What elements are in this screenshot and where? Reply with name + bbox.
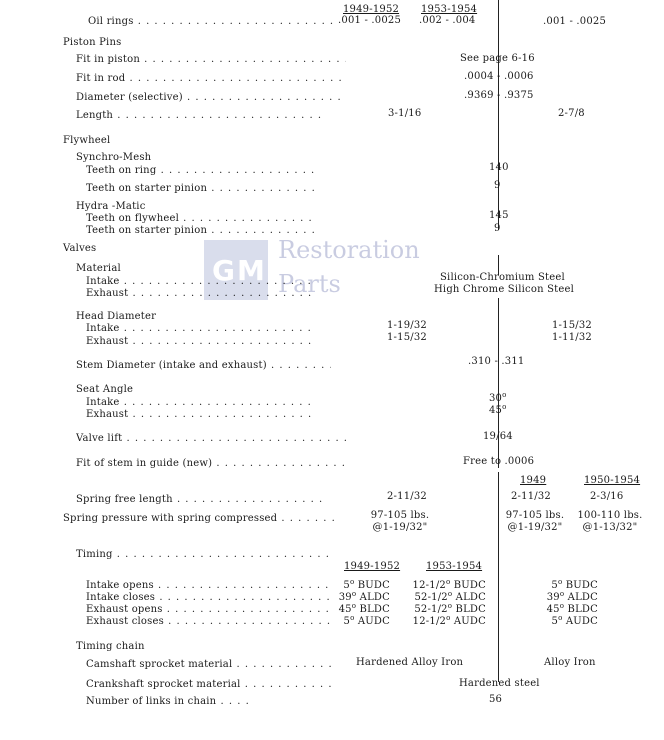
timing-1953-1954-value: 52-1/2$^o$ ALDC [414,590,486,603]
timing-col-header-1953-1954: 1953-1954 [426,561,483,572]
head-diameter-label: Head Diameter [76,311,157,322]
oil-rings-right: .001 - .0025 [543,16,607,27]
head-diameter-intake-left: 1-19/32 [387,320,427,331]
seat-angle-intake-label: Intake . . . [86,397,316,409]
oil-rings-label: Oil rings . . . [88,16,338,28]
timing-label: Timing . . . [76,549,334,561]
material-intake-label: Intake . . . [86,276,316,288]
col-header-1949: 1949 [520,475,547,486]
teeth-on-starter-pinion-label: Teeth on starter pinion . . . [86,183,316,195]
seat-angle-intake-value: 30$^o$ [489,391,507,404]
timing-row-label: Intake closes . . . [86,592,331,604]
spring-pressure-1950-1954-1: 100-110 lbs. [577,510,643,521]
number-of-links-label: Number of links in chain . . . [86,696,251,708]
oil-rings-col-a: .001 - .0025 [338,15,402,26]
timing-1949-1952-value: 5$^o$ BUDC [343,578,390,591]
crankshaft-sprocket-label: Crankshaft sprocket material . . . [86,679,336,691]
fit-in-rod-label: Fit in rod . . . [76,73,346,85]
teeth-on-ring-label: Teeth on ring . . . [86,165,316,177]
length-left: 3-1/16 [388,108,422,119]
stem-diameter-label: Stem Diameter (intake and exhaust) . . . [76,360,331,372]
spring-pressure-1949-2: @1-19/32" [507,522,563,533]
camshaft-sprocket-left: Hardened Alloy Iron [356,657,464,668]
head-diameter-exhaust-label: Exhaust . . . [86,336,316,348]
teeth-on-ring-value: 140 [489,162,509,173]
material-exhaust-label: Exhaust . . . [86,288,316,300]
spring-free-length-left: 2-11/32 [387,491,427,502]
timing-chain-label: Timing chain [76,641,145,652]
material-intake-value: Silicon-Chromium Steel [440,272,565,283]
synchro-mesh-label: Synchro-Mesh [76,152,152,163]
crankshaft-sprocket-value: Hardened steel [459,678,540,689]
stem-diameter-value: .310 - .311 [468,356,525,367]
spring-pressure-1950-1954-2: @1-13/32" [582,522,638,533]
teeth-on-starter-pinion-value: 9 [494,223,501,234]
column-divider [498,0,499,230]
timing-row-label: Exhaust closes . . . [86,616,331,628]
length-label: Length . . . [76,110,326,122]
timing-1953-1954-value: 52-1/2$^o$ BLDC [414,602,486,615]
valves-heading: Valves [63,243,97,254]
timing-1949-1952-value: 45$^o$ BLDC [338,602,390,615]
seat-angle-exhaust-value: 45$^o$ [489,403,507,416]
material-label: Material [76,263,121,274]
head-diameter-exhaust-left: 1-15/32 [387,332,427,343]
col-header-1953-1954: 1953-1954 [421,4,478,15]
timing-1953-1954-value: 12-1/2$^o$ AUDC [412,614,486,627]
timing-row-label: Intake opens . . . [86,580,331,592]
fit-of-stem-value: Free to .0006 [463,456,535,467]
head-diameter-intake-label: Intake . . . [86,323,316,335]
timing-right-value: 5$^o$ AUDC [551,614,598,627]
timing-row-label: Exhaust opens . . . [86,604,331,616]
length-right: 2-7/8 [558,108,585,119]
watermark-logo: GM Restoration Parts [204,236,429,306]
timing-right-value: 45$^o$ BLDC [546,602,598,615]
fit-in-piston-value: See page 6-16 [460,53,535,64]
number-of-links-value: 56 [489,694,503,705]
spring-free-length-1949: 2-11/32 [511,491,551,502]
hydra-matic-label: Hydra -Matic [76,201,146,212]
valve-lift-label: Valve lift . . . [76,433,346,445]
oil-rings-col-b: .002 - .004 [419,15,476,26]
fit-of-stem-label: Fit of stem in guide (new) . . . [76,458,346,470]
spring-pressure-left-1: 97-105 lbs. [370,510,430,521]
diameter-value: .9369 - .9375 [464,90,534,101]
valve-lift-value: 19/64 [483,431,513,442]
timing-1953-1954-value: 12-1/2$^o$ BUDC [412,578,486,591]
teeth-on-flywheel-label: Teeth on flywheel . . . [86,213,316,225]
spring-pressure-label: Spring pressure with spring compressed . . . [63,513,335,525]
diameter-label: Diameter (selective) . . . [76,92,346,104]
spring-pressure-left-2: @1-19/32" [372,522,428,533]
spring-pressure-1949-1: 97-105 lbs. [505,510,565,521]
camshaft-sprocket-label: Camshaft sprocket material . . . [86,659,336,671]
fit-in-piston-label: Fit in piston . . . [76,54,346,66]
timing-right-value: 5$^o$ BUDC [551,578,598,591]
seat-angle-label: Seat Angle [76,384,134,395]
fit-in-rod-value: .0004 - .0006 [464,71,534,82]
teeth-on-flywheel-value: 145 [489,210,509,221]
timing-1949-1952-value: 39$^o$ ALDC [338,590,390,603]
teeth-on-starter-pinion-label: Teeth on starter pinion . . . [86,225,316,237]
timing-col-header-1949-1952: 1949-1952 [344,561,401,572]
col-header-1950-1954: 1950-1954 [584,475,641,486]
column-divider [498,472,499,682]
camshaft-sprocket-right: Alloy Iron [544,657,596,668]
material-exhaust-value: High Chrome Silicon Steel [434,284,574,295]
head-diameter-exhaust-right: 1-11/32 [552,332,592,343]
seat-angle-exhaust-label: Exhaust . . . [86,409,316,421]
head-diameter-intake-right: 1-15/32 [552,320,592,331]
timing-1949-1952-value: 5$^o$ AUDC [343,614,390,627]
flywheel-heading: Flywheel [63,135,111,146]
timing-right-value: 39$^o$ ALDC [546,590,598,603]
spring-free-length-1950-1954: 2-3/16 [590,491,624,502]
piston-pins-heading: Piston Pins [63,37,122,48]
spring-free-length-label: Spring free length . . . [76,494,326,506]
col-header-1949-1952: 1949-1952 [343,4,400,15]
teeth-on-starter-pinion-value: 9 [494,180,501,191]
